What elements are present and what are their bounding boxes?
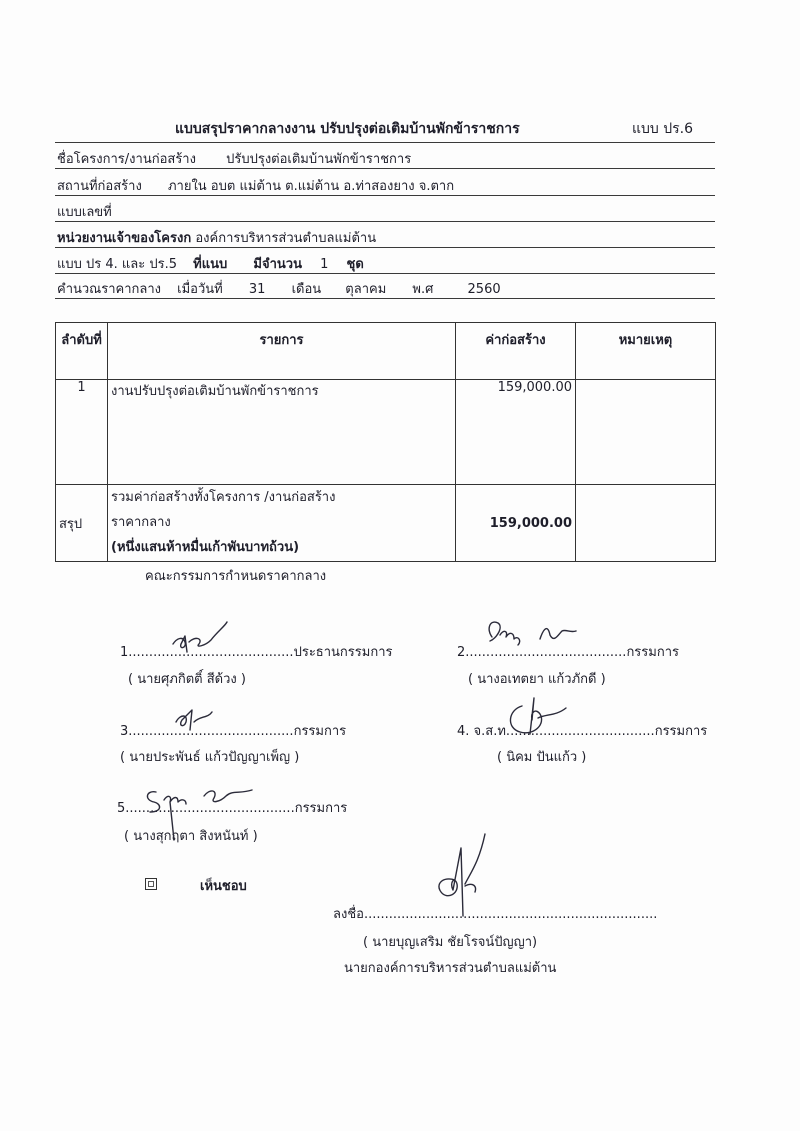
divider [55, 247, 715, 248]
plan-no-label: แบบเลขที่ [57, 205, 112, 220]
committee-heading: คณะกรรมการกำหนดราคากลาง [145, 569, 327, 584]
owner-row [57, 227, 376, 248]
approve-checkbox[interactable] [145, 878, 157, 890]
summary-line3: (หนึ่งแสนห้าหมื่นเก้าพันบาทถ้วน) [111, 540, 300, 555]
row-cost: 159,000.00 [456, 380, 576, 485]
signature-dots: ........................................ [129, 801, 295, 816]
forms-count-label: มีจำนวน [253, 257, 302, 272]
page-title: แบบสรุปราคากลางงาน ปรับปรุงต่อเติมบ้านพักข้าราชการ [175, 121, 520, 137]
location-row [57, 175, 454, 196]
table-row [56, 380, 716, 485]
signature-dots: ....................................... [132, 724, 294, 739]
signer-signature-image [425, 828, 495, 920]
member-5-num: 5. [117, 801, 130, 816]
member-4-num: 4. จ.ส.ท. [457, 724, 511, 739]
member-5-role: กรรมการ [294, 801, 348, 816]
summary-note [576, 485, 716, 562]
owner-value: องค์การบริหารส่วนตำบลแม่ต้าน [195, 231, 377, 246]
signature-dots: ................................... [510, 724, 655, 739]
sign-label: ลงชื่อ [333, 907, 364, 922]
summary-line1: รวมค่าก่อสร้างทั้งโครงการ /งานก่อสร้าง [111, 490, 336, 505]
sign-line [333, 903, 657, 924]
calc-date-label: เมื่อวันที่ [177, 282, 223, 297]
calc-row [57, 278, 501, 299]
summary-label: สรุป [56, 485, 108, 562]
summary-text [108, 485, 456, 562]
member-1-line [120, 641, 392, 662]
forms-count: 1 [320, 257, 329, 272]
row-note [576, 380, 716, 485]
member-4-name: ( นิคม ปันแก้ว ) [497, 750, 587, 765]
divider [55, 273, 715, 274]
member-3-line [120, 720, 346, 741]
signature-1-image [165, 618, 235, 658]
member-4-role: กรรมการ [654, 724, 708, 739]
signer-name: ( นายบุญเสริม ชัยโรจน์ปัญญา) [363, 935, 538, 950]
header-cost: ค่าก่อสร้าง [456, 323, 576, 380]
location-value: ภายใน อบต แม่ต้าน ต.แม่ต้าน อ.ท่าสองยาง จ.ตาก [167, 179, 455, 194]
member-2-num: 2. [457, 645, 470, 660]
member-5-name: ( นางสุกฤตา สิงหนันท์ ) [124, 829, 258, 844]
header-note: หมายเหตุ [576, 323, 716, 380]
member-1-num: 1. [120, 645, 133, 660]
project-label: ชื่อโครงการ/งานก่อสร้าง [57, 152, 196, 167]
forms-row [57, 253, 364, 274]
signature-3-image [168, 700, 218, 734]
location-label: สถานที่ก่อสร้าง [57, 179, 142, 194]
member-4-line [457, 720, 707, 741]
calc-day: 31 [248, 282, 266, 297]
approve-label: เห็นชอบ [200, 879, 247, 894]
member-1-name: ( นายศุภกิตติ์ สีด้วง ) [128, 672, 246, 687]
member-3-role: กรรมการ [293, 724, 347, 739]
header-item: รายการ [108, 323, 456, 380]
signature-4-image [500, 688, 580, 742]
forms-unit: ชุด [346, 257, 364, 272]
member-3-name: ( นายประพันธ์ แก้วปัญญาเพ็ญ ) [120, 750, 300, 765]
divider [55, 298, 715, 299]
calc-month: ตุลาคม [345, 282, 387, 297]
header-no: ลำดับที่ [56, 323, 108, 380]
forms-label: แบบ ปร 4. และ ปร.5 [57, 257, 178, 272]
summary-row [56, 485, 716, 562]
member-3-num: 3. [120, 724, 133, 739]
signature-5-image [140, 778, 260, 842]
project-row [57, 148, 411, 169]
row-no: 1 [56, 380, 108, 485]
signature-dots: ....................................... [132, 645, 294, 660]
table-header-row [56, 323, 716, 380]
signature-dots: ...................................... [469, 645, 627, 660]
member-1-role: ประธานกรรมการ [293, 645, 393, 660]
summary-cost: 159,000.00 [456, 485, 576, 562]
project-value: ปรับปรุงต่อเติมบ้านพักข้าราชการ [226, 152, 412, 167]
row-item: งานปรับปรุงต่อเติมบ้านพักข้าราชการ [108, 380, 456, 485]
calc-month-label: เดือน [291, 282, 322, 297]
divider [55, 221, 715, 222]
calc-year: 2560 [467, 282, 501, 297]
cost-table [55, 322, 716, 562]
signature-2-image [480, 615, 590, 655]
divider [55, 142, 715, 143]
calc-year-label: พ.ศ [412, 282, 434, 297]
form-code: แบบ ปร.6 [632, 121, 694, 137]
summary-line2: ราคากลาง [111, 515, 171, 530]
divider [55, 195, 715, 196]
divider [55, 168, 715, 169]
forms-attach: ที่แนบ [193, 257, 228, 272]
calc-label: คำนวณราคากลาง [57, 282, 162, 297]
member-2-role: กรรมการ [626, 645, 679, 660]
signature-dots: ....................................................................... [363, 907, 658, 922]
member-2-name: ( นางอเทตยา แก้วภักดี ) [468, 672, 606, 687]
signer-title: นายกองค์การบริหารส่วนตำบลแม่ต้าน [344, 961, 557, 976]
owner-label: หน่วยงานเจ้าของโครงก [57, 231, 192, 246]
